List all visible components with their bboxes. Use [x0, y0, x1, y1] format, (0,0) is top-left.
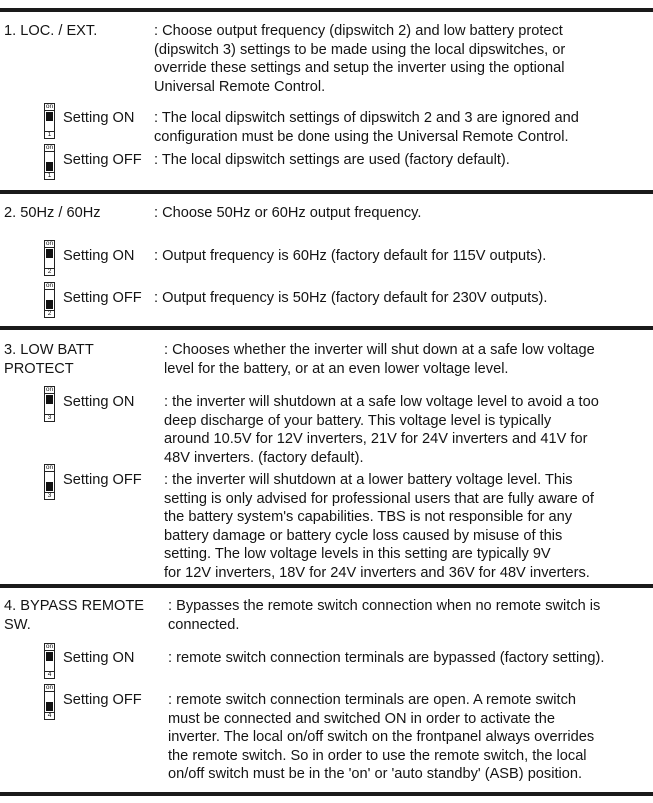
setting-on-label: Setting ON — [63, 394, 135, 410]
section-description: : Chooses whether the inverter will shut down at a safe low voltage level for the battery, or at an even lower voltage level. — [164, 342, 595, 377]
section-title: 3. LOW BATT PROTECT — [4, 342, 94, 377]
setting-off-label: Setting OFF — [63, 152, 142, 168]
setting-off-label: Setting OFF — [63, 472, 142, 488]
section-title: 2. 50Hz / 60Hz — [4, 205, 101, 221]
section-title: 1. LOC. / EXT. — [4, 23, 98, 39]
section-description: : Choose 50Hz or 60Hz output frequency. — [154, 205, 422, 221]
setting-off-text: : the inverter will shutdown at a lower battery voltage level. This setting is only advised for professional users that are fully aware of the battery system's capabilities. TBS is not responsible for any battery damage or battery cycle loss caused by misuse of this setting. The low voltage levels in this setting are typically 9V for 12V inverters, 18V for 24V inverters and 36V for 48V inverters. — [164, 472, 594, 581]
section-description: : Choose output frequency (dipswitch 2) and low battery protect (dipswitch 3) settings to be made using the local dipswitches, or override these settings and setup the inverter using the optional Universal Remote Control. — [154, 23, 566, 95]
setting-off-text: : Output frequency is 50Hz (factory default for 230V outputs). — [154, 290, 548, 306]
dipswitch-1-on-icon: on 1 — [45, 103, 54, 138]
setting-off-label: Setting OFF — [63, 290, 142, 306]
dipswitch-4-off-icon: on 4 — [45, 684, 54, 719]
setting-off-text: : remote switch connection terminals are open. A remote switch must be connected and switched ON in order to activate the inverter. The local on/off switch on the frontpanel always overrides the remote switch. So in order to use the remote switch, the local on/off switch must be in the 'on' or 'auto standby' (ASB) position. — [168, 692, 595, 782]
dipswitch-3-off-icon: on 3 — [45, 464, 54, 499]
setting-on-label: Setting ON — [63, 650, 135, 666]
section-description: : Bypasses the remote switch connection when no remote switch is connected. — [168, 598, 601, 633]
dipswitch-1-off-icon: on 1 — [45, 144, 54, 179]
setting-on-text: : The local dipswitch settings of dipswitch 2 and 3 are ignored and configuration must be done using the Universal Remote Control. — [154, 110, 579, 145]
setting-off-label: Setting OFF — [63, 692, 142, 708]
setting-off-text: : The local dipswitch settings are used (factory default). — [154, 152, 510, 168]
section-divider — [0, 792, 653, 796]
dipswitch-4-on-icon: on 4 — [45, 643, 54, 678]
dipswitch-2-on-icon: on 2 — [45, 240, 54, 275]
setting-on-text: : remote switch connection terminals are bypassed (factory setting). — [168, 650, 605, 666]
section-divider — [0, 8, 653, 12]
section-divider — [0, 326, 653, 330]
dipswitch-2-off-icon: on 2 — [45, 282, 54, 317]
setting-on-text: : Output frequency is 60Hz (factory default for 115V outputs). — [154, 248, 547, 264]
setting-on-label: Setting ON — [63, 248, 135, 264]
section-title: 4. BYPASS REMOTE SW. — [4, 598, 145, 633]
section-divider — [0, 190, 653, 194]
setting-on-label: Setting ON — [63, 110, 135, 126]
setting-on-text: : the inverter will shutdown at a safe low voltage level to avoid a too deep discharge of your battery. This voltage level is typically around 10.5V for 12V inverters, 21V for 24V inverters and 41V for 48V inverters. (factory default). — [164, 394, 599, 466]
section-divider — [0, 584, 653, 588]
dipswitch-3-on-icon: on 3 — [45, 386, 54, 421]
